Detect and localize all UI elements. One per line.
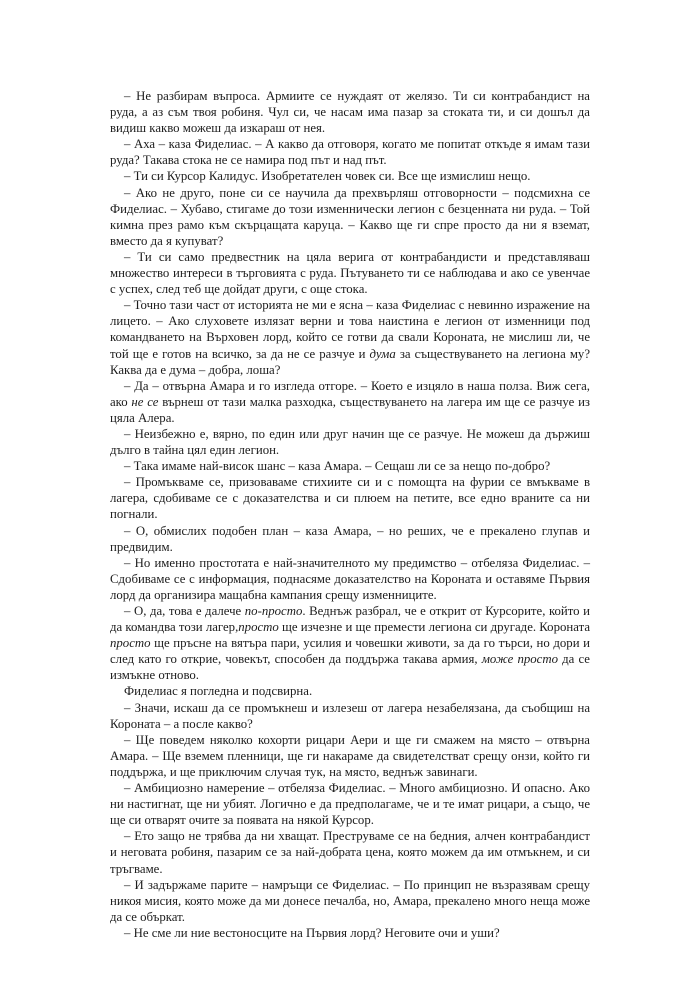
paragraph bbox=[110, 168, 590, 184]
text-run: . Веднъж разбрал, че е открит от Курсорите, който и да командва този лагер, bbox=[110, 604, 590, 635]
text-run: – Ти си Курсор Калидус. Изобретателен човек си. Все ще измислиш нещо. bbox=[124, 169, 531, 184]
text-run: – И задържаме парите – намръщи се Фиделиас. – По принцип не възразявам срещу никоя мисия, която може да ми донесе печалба, но, Амара, прекалено много неща може да се объркат. bbox=[110, 877, 590, 924]
text-run: – Неизбежно е, вярно, по един или друг начин ще се разчуе. Не можеш да държиш дълго в тайна цял един легион. bbox=[110, 426, 590, 458]
paragraph bbox=[110, 683, 590, 699]
italic-text: дума bbox=[369, 346, 396, 361]
paragraph bbox=[110, 297, 590, 377]
paragraph bbox=[110, 828, 590, 876]
paragraph bbox=[110, 426, 590, 458]
paragraph bbox=[110, 925, 590, 941]
italic-text: просто bbox=[110, 636, 151, 651]
italic-text: може просто bbox=[481, 652, 558, 667]
text-run: върнеш от тази малка разходка, съществуването на лагера им ще се разчуе из цяла Алера. bbox=[110, 394, 590, 425]
paragraph bbox=[110, 603, 590, 683]
paragraph bbox=[110, 523, 590, 555]
italic-text: просто bbox=[238, 620, 279, 635]
paragraph bbox=[110, 780, 590, 828]
text-run: – Значи, искаш да се промъкнеш и излезеш от лагера незабелязана, да съобщиш на Короната – а после какво? bbox=[110, 700, 590, 731]
paragraph bbox=[110, 185, 590, 249]
paragraph bbox=[110, 136, 590, 168]
text-run: – Така имаме най-висок шанс – каза Амара. – Сещаш ли се за нещо по-добро? bbox=[124, 459, 551, 474]
page-text bbox=[110, 88, 590, 941]
text-run: – О, обмислих подобен план – каза Амара, – но реших, че е прекалено глупав и предвидим. bbox=[110, 523, 590, 554]
paragraph bbox=[110, 732, 590, 780]
paragraph bbox=[110, 378, 590, 426]
text-run: ще изчезне и ще премести легиона си другаде. Короната bbox=[278, 620, 590, 635]
italic-text: не се bbox=[131, 394, 159, 409]
italic-text: по-просто bbox=[244, 604, 303, 618]
text-run: – Но именно простотата е най-значителното му предимство – отбеляза Фиделиас. – Сдобиваме се с информация, поднасяме доказателство на Короната и оставяме Първия лорд да организира мащабна кампания срещу изменниците. bbox=[110, 555, 590, 602]
paragraph bbox=[110, 88, 590, 136]
text-run: за съществуването на легиона му? Каква да е дума – добра, лоша? bbox=[110, 346, 590, 377]
paragraph bbox=[110, 700, 590, 732]
paragraph bbox=[110, 877, 590, 925]
paragraph bbox=[110, 249, 590, 297]
text-run: – Аха – каза Фиделиас. – А какво да отговоря, когато ме попитат откъде я имам тази руда? Такава стока не се намира под път и над път. bbox=[110, 137, 590, 168]
text-run: – Точно тази част от историята не ми е ясна – каза Фиделиас с невинно изражение на лицето. – Ако слуховете излязат верни и това наистина е легион от изменници под командването на Върховен лорд, който се готви да свали Короната, не мислиш ли, че той ще е готов на всичко, за да не се разчуе и bbox=[110, 298, 590, 361]
text-run: – Ако не друго, поне си се научила да прехвърляш отговорности – подсмихна се Фиделиас. – Хубаво, стигаме до този изменнически легион с безценната ни руда. – Той кимна през рамо към скърцащата каруца. – Какво ще ги спре просто да ни я вземат, вместо да я купуват? bbox=[110, 185, 590, 248]
paragraph bbox=[110, 458, 590, 474]
text-run: – Не разбирам въпроса. Армиите се нуждаят от желязо. Ти си контрабандист на руда, а аз съм твоя робиня. Чул си, че насам има пазар за стоката ти, и си дошъл да видиш какво можеш да изкараш от нея. bbox=[110, 89, 590, 136]
text-run: – Ти си само предвестник на цяла верига от контрабандисти и представляваш множество интереси в търговията с руда. Пътуването ти се наблюдава и ако се увенчае с успех, след теб ще дойдат други, с още стока. bbox=[110, 249, 590, 297]
paragraph bbox=[110, 474, 590, 522]
text-run: Фиделиас я погледна и подсвирна. bbox=[124, 684, 313, 699]
text-run: да се измъкне отново. bbox=[110, 652, 590, 683]
text-run: ще пръсне на вятъра пари, усилия и човешки животи, за да го търси, но дори и след като го открие, човекът, способен да поддържа такава армия, bbox=[110, 636, 590, 667]
text-run: – Не сме ли ние вестоносците на Първия лорд? Неговите очи и уши? bbox=[124, 925, 500, 940]
paragraph bbox=[110, 555, 590, 603]
text-run: – Промъкваме се, призоваваме стихиите си и с помощта на фурии се вмъкваме в лагера, сдобиваме се с доказателства и си плюем на петите, все едно враните са ни погнали. bbox=[110, 475, 590, 522]
text-run: – О, да, това е далече bbox=[124, 604, 245, 618]
text-run: – Ще поведем няколко кохорти рицари Аери и ще ги смажем на място – отвърна Амара. – Ще вземем пленници, ще ги накараме да свидетелстват срещу онзи, който ги поддържа, и ще приключим случая тук, на място, веднъж завинаги. bbox=[110, 732, 590, 779]
text-run: – Ето защо не трябва да ни хващат. Преструваме се на бедния, алчен контрабандист и неговата робиня, пазарим се за най-добрата цена, която можем да им отмъкнем, и си тръгваме. bbox=[110, 829, 590, 876]
text-run: – Да – отвърна Амара и го изгледа отгоре. – Което е изцяло в наша полза. Виж сега, ако bbox=[110, 378, 590, 409]
text-run: – Амбициозно намерение – отбеляза Фиделиас. – Много амбициозно. И опасно. Ако ни настигнат, ще ни убият. Логично е да предполагаме, че и те имат рицари, а също, че ще си отварят очите за появата на някой Курсор. bbox=[110, 781, 590, 828]
